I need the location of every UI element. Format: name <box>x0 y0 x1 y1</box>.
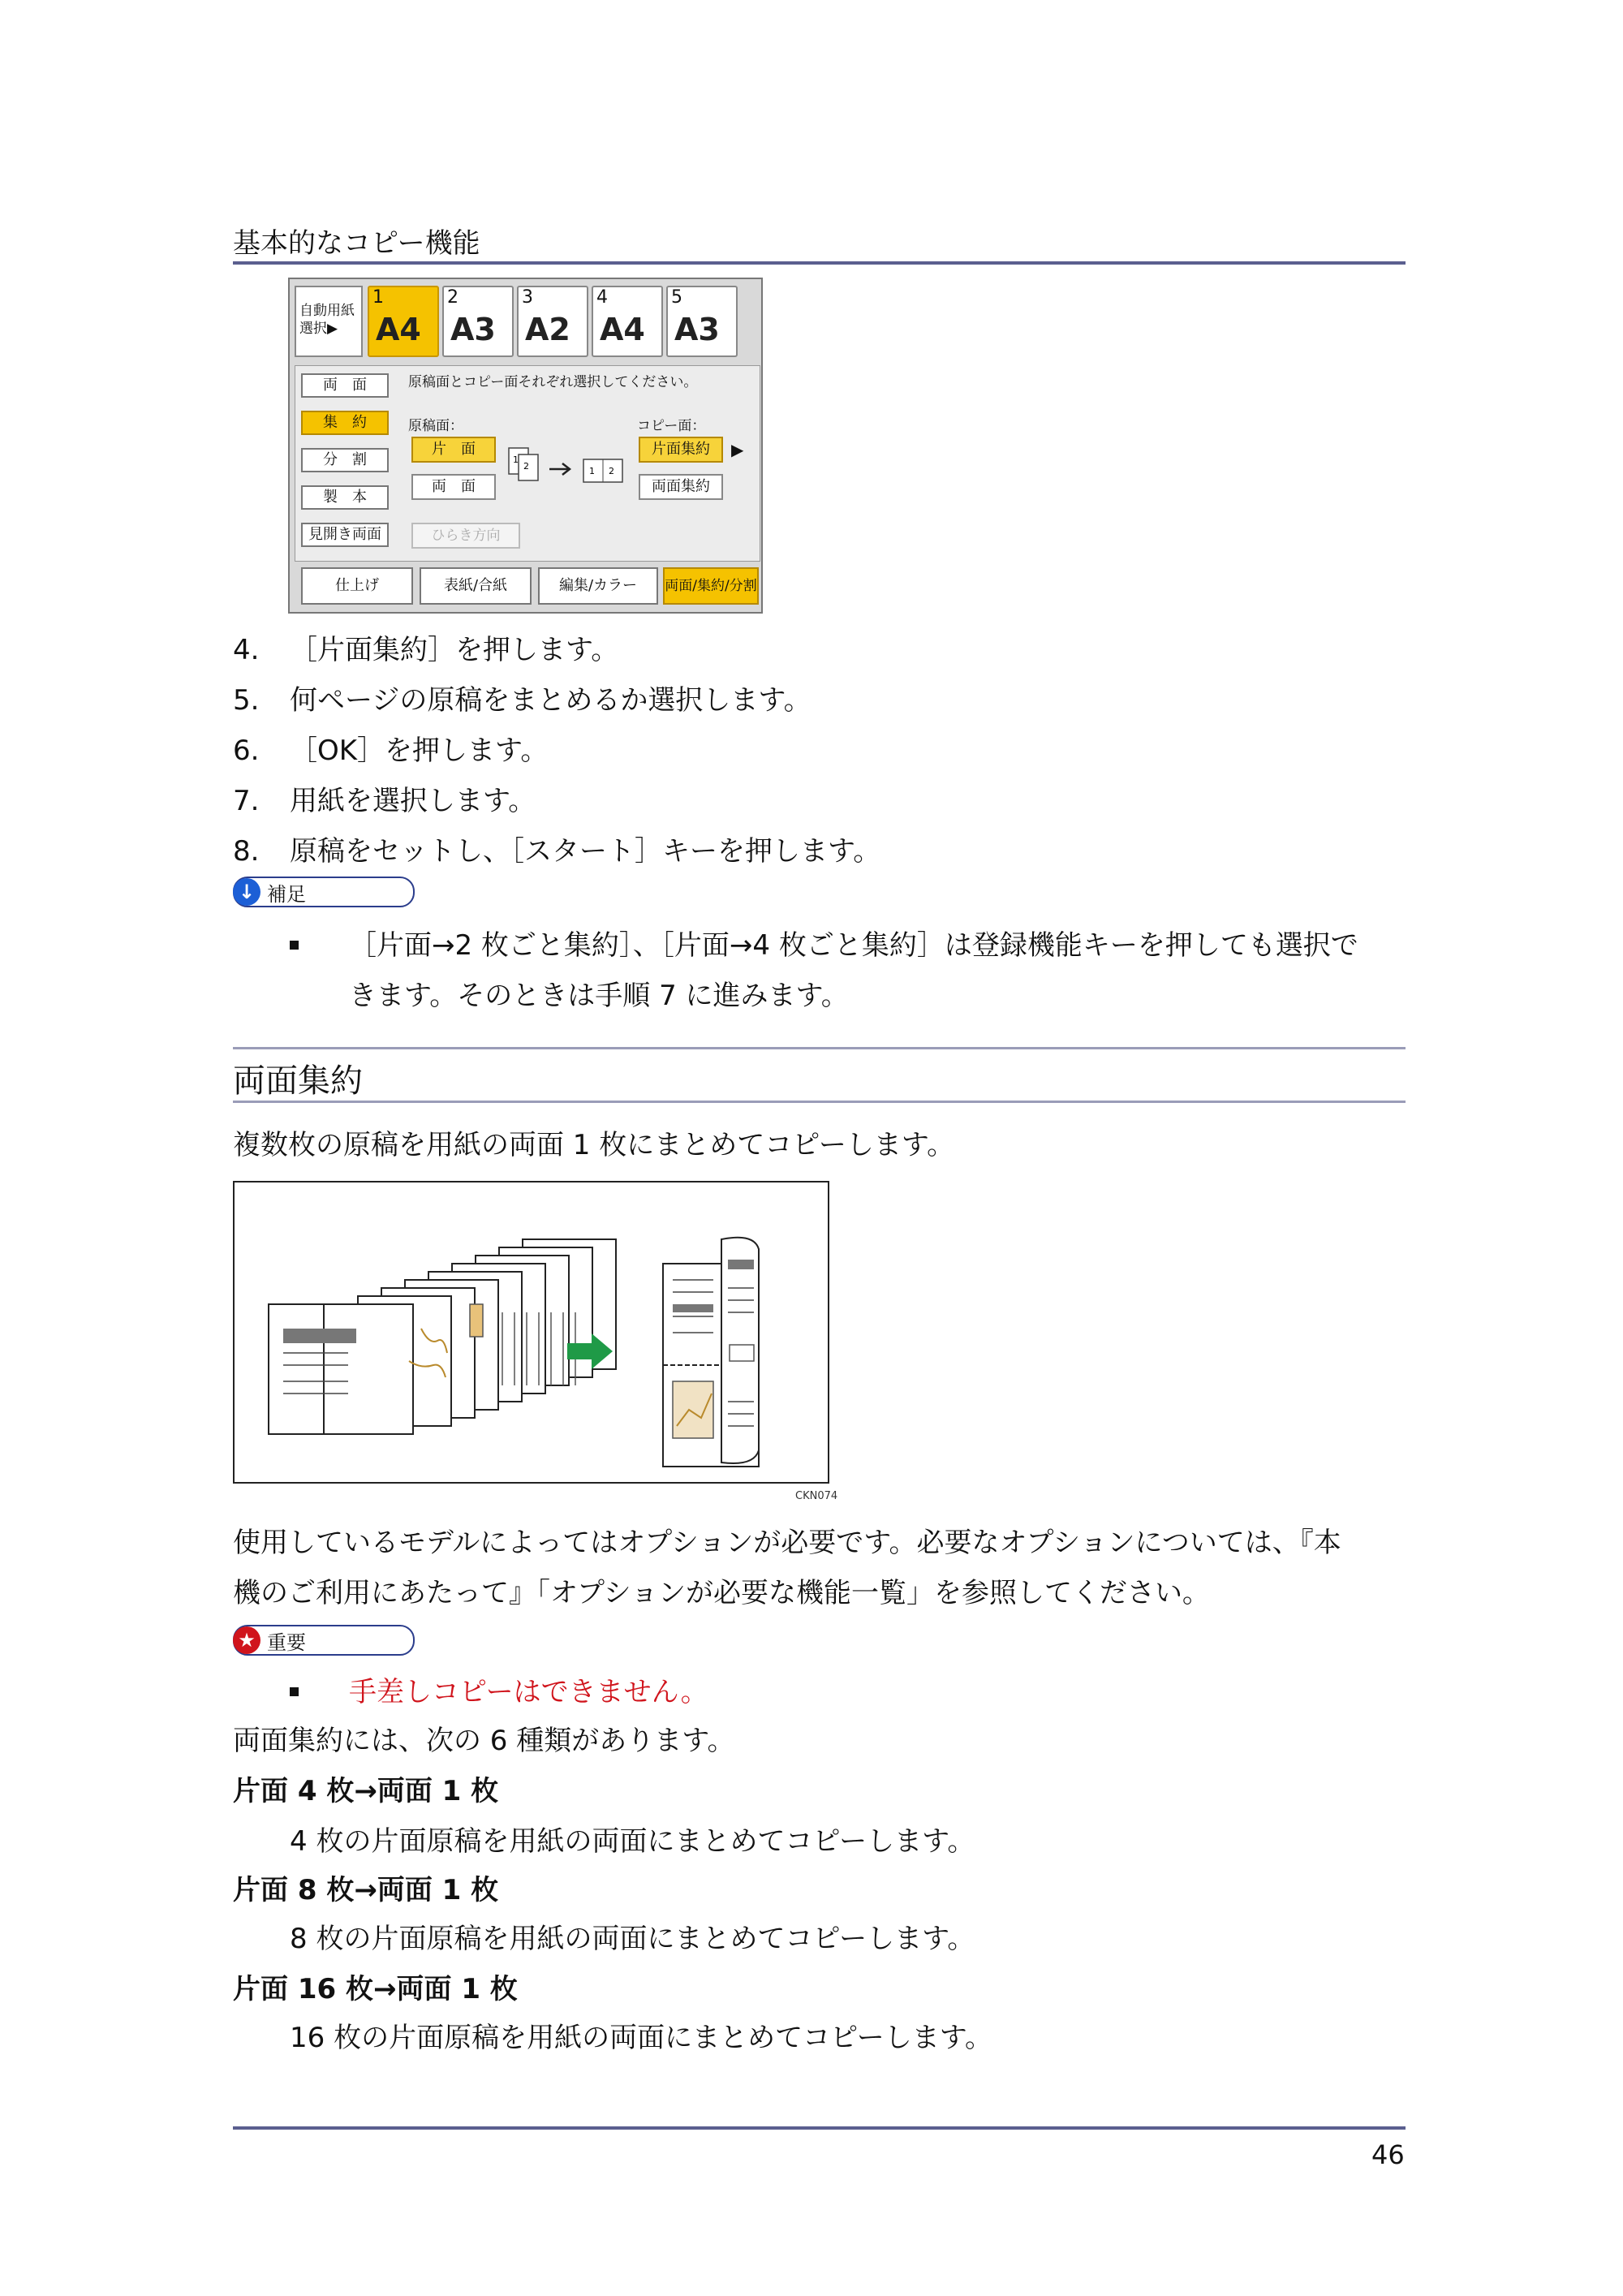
important-badge <box>233 1625 415 1656</box>
note-badge <box>233 877 415 907</box>
split-button: 分 割 <box>301 448 389 472</box>
note-bullet <box>290 920 1358 1021</box>
tray-number: 2 <box>447 287 458 308</box>
option-note <box>233 1518 1341 1618</box>
tray-size: A4 <box>600 312 645 347</box>
step-item <box>233 625 880 675</box>
combine-diagram-icon <box>507 442 629 490</box>
important-label: 重要 <box>267 1630 306 1654</box>
original-double-button: 両 面 <box>411 474 496 500</box>
paper-tray-1 <box>368 286 439 357</box>
type-title: 片面 16 枚→両面 1 枚 <box>233 1973 518 2005</box>
step-item <box>233 726 880 776</box>
step-number: 8. <box>233 835 260 868</box>
option-line-1: 使用しているモデルによってはオプションが必要です。必要なオプションについては、『本 <box>233 1527 1341 1559</box>
down-arrow-icon: ↓ <box>233 878 260 906</box>
copy-label: コピー面： <box>637 418 706 434</box>
step-text: ［OK］を押します。 <box>290 734 549 767</box>
bullet-square-icon <box>290 941 299 950</box>
tab-duplex-combine: 両面/集約/分割 <box>663 567 759 605</box>
step-number: 6. <box>233 734 260 767</box>
svg-text:2: 2 <box>523 461 529 472</box>
step-text: 用紙を選択します。 <box>290 785 536 817</box>
type-title: 片面 4 枚→両面 1 枚 <box>233 1775 499 1807</box>
type-description: 4 枚の片面原稿を用紙の両面にまとめてコピーします。 <box>290 1825 975 1858</box>
paper-tray-4 <box>592 286 663 357</box>
tray-size: A3 <box>674 312 720 347</box>
paper-tray-2 <box>442 286 514 357</box>
step-number: 5. <box>233 684 260 717</box>
steps-list <box>233 625 880 877</box>
original-label: 原稿面： <box>408 418 463 434</box>
copy-double-combine-button: 両面集約 <box>639 474 723 500</box>
svg-text:2: 2 <box>609 466 614 476</box>
section-title: 両面集約 <box>233 1062 363 1100</box>
type-description: 16 枚の片面原稿を用紙の両面にまとめてコピーします。 <box>290 2022 992 2054</box>
tray-number: 1 <box>372 287 384 308</box>
combine-button: 集 約 <box>301 411 389 435</box>
running-header: 基本的なコピー機能 <box>233 227 480 260</box>
svg-text:1: 1 <box>513 454 519 465</box>
type-description: 8 枚の片面原稿を用紙の両面にまとめてコピーします。 <box>290 1923 975 1955</box>
step-text: 原稿をセットし、［スタート］キーを押します。 <box>290 835 881 868</box>
header-rule <box>233 261 1406 265</box>
footer-rule <box>233 2126 1406 2130</box>
booklet-button: 製 本 <box>301 485 389 510</box>
tray-number: 5 <box>671 287 682 308</box>
tab-cover-slip: 表紙/合紙 <box>420 567 532 605</box>
step-text: ［片面集約］を押します。 <box>290 634 619 666</box>
auto-paper-select-button: 自動用紙 選択▶ <box>295 286 363 357</box>
step-item <box>233 675 880 726</box>
type-title: 片面 8 枚→両面 1 枚 <box>233 1874 499 1906</box>
important-bullet <box>290 1667 708 1717</box>
figure-code: CKN074 <box>795 1490 838 1502</box>
step-item <box>233 826 880 877</box>
tray-size: A3 <box>450 312 496 347</box>
important-text: 手差しコピーはできません。 <box>349 1676 708 1708</box>
tab-edit-color: 編集/カラー <box>538 567 658 605</box>
option-line-2: 機のご利用にあたって』「オプションが必要な機能一覧」を参照してください。 <box>233 1577 1210 1609</box>
paper-tray-3 <box>517 286 588 357</box>
note-line-1: ［片面→2 枚ごと集約］、［片面→4 枚ごと集約］は登録機能キーを押しても選択で <box>349 929 1358 962</box>
step-text: 何ページの原稿をまとめるか選択します。 <box>290 684 812 717</box>
original-single-button: 片 面 <box>411 437 496 463</box>
tray-size: A2 <box>525 312 570 347</box>
step-number: 4. <box>233 634 260 666</box>
step-number: 7. <box>233 785 260 817</box>
star-icon: ★ <box>233 1626 260 1654</box>
duplex-combine-illustration <box>233 1181 829 1484</box>
step-item <box>233 776 880 826</box>
bullet-square-icon <box>290 1687 299 1696</box>
right-arrow-icon: ▶ <box>731 440 744 459</box>
duplex-button: 両 面 <box>301 373 389 398</box>
section-intro: 複数枚の原稿を用紙の両面 1 枚にまとめてコピーします。 <box>233 1129 955 1161</box>
duplex-combine-figure <box>235 1182 828 1482</box>
tab-finishing: 仕上げ <box>301 567 413 605</box>
note-line-2: きます。そのときは手順 7 に進みます。 <box>349 980 849 1012</box>
tray-number: 3 <box>522 287 533 308</box>
open-duplex-button: 見開き両面 <box>301 523 389 547</box>
page-number: 46 <box>1371 2139 1405 2170</box>
section-rule-bottom <box>233 1101 1406 1103</box>
svg-text:1: 1 <box>589 466 595 476</box>
panel-instruction: 原稿面とコピー面それぞれ選択してください。 <box>408 374 698 390</box>
paper-tray-5 <box>666 286 738 357</box>
tray-number: 4 <box>596 287 608 308</box>
note-label: 補足 <box>267 882 306 906</box>
copy-single-combine-button: 片面集約 <box>639 437 723 463</box>
tray-size: A4 <box>376 312 421 347</box>
open-direction-button: ひらき方向 <box>411 523 520 549</box>
types-intro: 両面集約には、次の 6 種類があります。 <box>233 1725 735 1757</box>
copier-panel-screenshot <box>288 278 763 614</box>
section-rule-top <box>233 1047 1406 1049</box>
